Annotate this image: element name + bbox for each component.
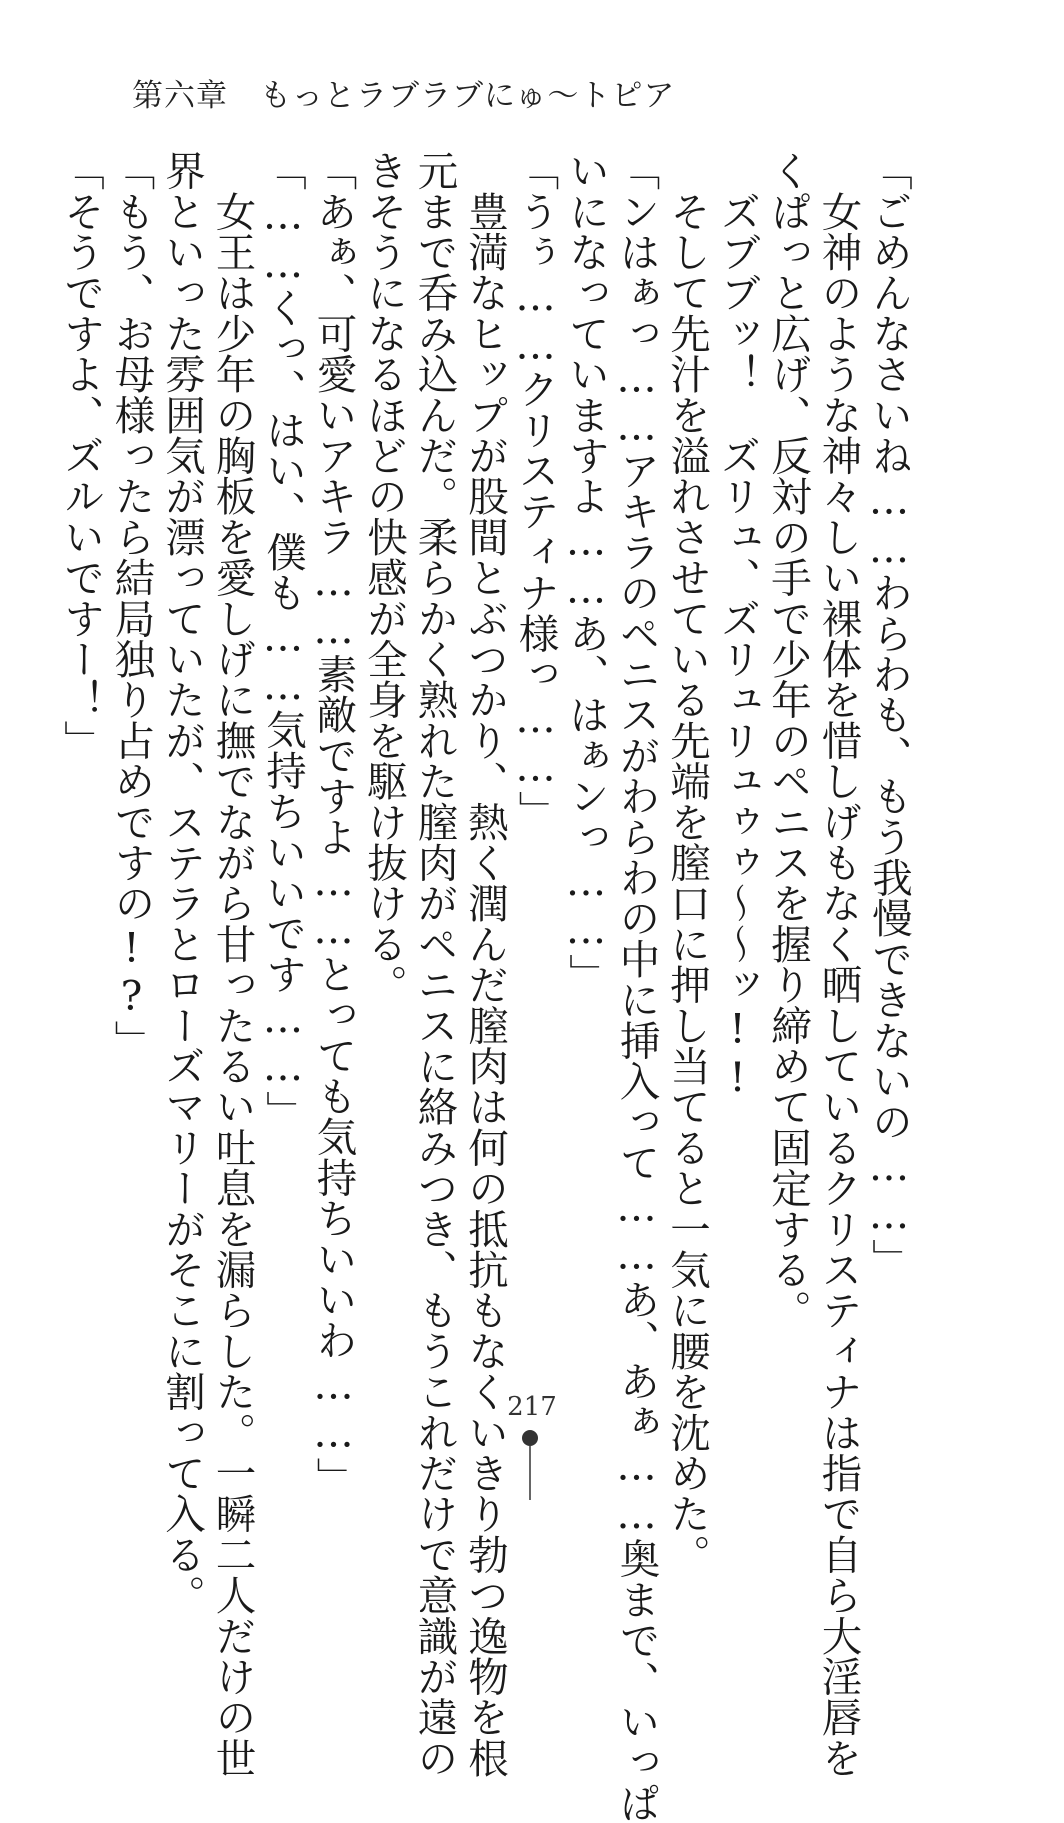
text-line: 「……くっ、はい、僕も……気持ちいいです……」 [259,150,307,1132]
text-line: 元まで呑み込んだ。柔らかく熟れた膣肉がペニスに絡みつき、もうこれだけで意識が遠の [410,150,459,1778]
text-line: 「そうですよ、ズルいですー！」 [57,150,105,761]
text-line: 「うぅ……クリスティナ様っ……」 [511,150,560,832]
text-line: 豊満なヒップが股間とぶつかり、熱く潤んだ膣肉は何の抵抗もなくいきり勃つ逸物を根 [461,150,509,1778]
text-line: ズブブッ！ ズリュ、ズリュリュゥゥ～～ッ!! [713,150,762,1102]
text-line: 女神のような神々しい裸体を惜しげもなく晒しているクリスティナは指で自ら大淫唇を [814,150,863,1778]
running-header: 第六章 もっとラブラブにゅ～トピア [132,78,676,114]
text-line: 「ごめんなさいね……わらわも、もう我慢できないの……」 [865,150,913,1279]
text-line: 女王は少年の胸板を愛しげに撫でながら甘ったるい吐息を漏らした。一瞬二人だけの世 [208,150,257,1778]
page-number: 217 [507,1392,557,1422]
page-ornament-icon [520,1428,540,1500]
text-line: 「もう、お母様ったら結局独り占めですの!?」 [107,150,156,1061]
text-line: くぱっと広げ、反対の手で少年のペニスを握り締めて固定する。 [764,150,812,1331]
text-line: そして先汁を溢れさせている先端を膣口に押し当てると一気に腰を沈めた。 [663,150,711,1575]
text-line: 「あぁ、可愛いアキラ……素敵ですよ……とっても気持ちいいわ……」 [309,150,358,1498]
text-line: 「ンはぁっ……アキラのペニスがわらわの中に挿入って……あ、あぁ……奥まで、いっぱ [612,150,661,1823]
text-line: きそうになるほどの快感が全身を駆け抜ける。 [360,150,408,1005]
text-line: 界といった雰囲気が漂っていたが、ステラとローズマリーがそこに割って入る。 [158,150,206,1616]
text-line: いになっていますよ……あ、はぁンっ……」 [562,150,610,994]
